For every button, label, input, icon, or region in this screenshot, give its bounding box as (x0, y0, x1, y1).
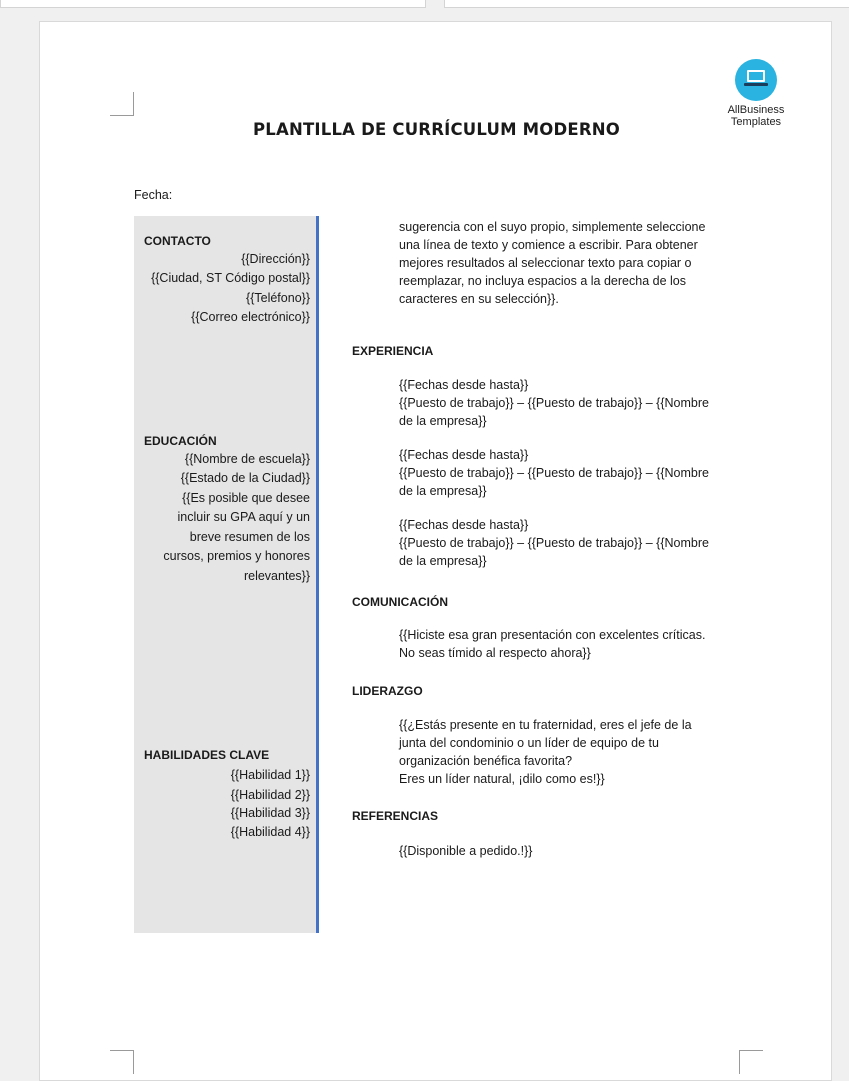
entry-company: de la empresa}} (399, 414, 487, 428)
skill-item: {{Habilidad 1}} (230, 768, 310, 782)
intro-line: sugerencia con el suyo propio, simplemente seleccione (399, 220, 706, 234)
contact-email: {{Correo electrónico}} (191, 310, 310, 324)
logo-text-line1: AllBusiness (727, 104, 785, 116)
logo-text-line2: Templates (730, 116, 782, 128)
education-line: {{Nombre de escuela}} (184, 451, 310, 466)
margin-marker-top-left (110, 92, 134, 116)
education-line: incluir su GPA aquí y un (177, 510, 310, 524)
leadership-line: Eres un líder natural, ¡dilo como es!}} (399, 772, 605, 786)
entry-job: {{Puesto de trabajo}} – {{Puesto de trabajo}} – {{Nombre (399, 536, 709, 550)
contact-address: {{Dirección}} (241, 251, 310, 266)
skill-item: {{Habilidad 3}} (230, 806, 310, 820)
intro-line: mejores resultados al seleccionar texto para copiar o (399, 256, 692, 270)
date-label: Fecha: (134, 188, 173, 202)
intro-paragraph (399, 218, 744, 308)
experience-entry-1 (399, 376, 744, 430)
window-top-strip (0, 0, 849, 10)
margin-marker-bottom-right (739, 1050, 763, 1074)
education-line: cursos, premios y honores (163, 549, 310, 563)
experience-heading: EXPERIENCIA (352, 344, 434, 358)
intro-line: caracteres en su selección}}. (399, 292, 559, 306)
leadership-paragraph (399, 716, 744, 788)
previous-page-edge-right (444, 0, 849, 8)
contact-heading: CONTACTO (144, 234, 211, 248)
document-page[interactable] (39, 21, 832, 1081)
skill-item: {{Habilidad 2}} (230, 788, 310, 802)
leadership-line: organización benéfica favorita? (399, 754, 573, 768)
entry-company: de la empresa}} (399, 484, 487, 498)
laptop-icon (735, 59, 777, 101)
entry-job: {{Puesto de trabajo}} – {{Puesto de trabajo}} – {{Nombre (399, 396, 709, 410)
entry-dates: {{Fechas desde hasta}} (399, 518, 529, 532)
communication-heading: COMUNICACIÓN (352, 595, 448, 609)
education-heading: EDUCACIÓN (144, 434, 217, 448)
leadership-heading: LIDERAZGO (352, 684, 423, 698)
education-line: breve resumen de los (189, 529, 310, 544)
sidebar (134, 216, 319, 933)
previous-page-edge (0, 0, 426, 8)
education-line: {{Es posible que desee (182, 490, 310, 505)
references-line: {{Disponible a pedido.!}} (399, 844, 533, 858)
contact-phone: {{Teléfono}} (246, 290, 310, 305)
entry-job: {{Puesto de trabajo}} – {{Puesto de trabajo}} – {{Nombre (399, 466, 709, 480)
intro-line: reemplazar, no incluya espacios a la derecha de los (399, 274, 686, 288)
references-heading: REFERENCIAS (352, 809, 439, 823)
communication-paragraph (399, 626, 744, 662)
skills-section (134, 746, 310, 843)
education-section (134, 432, 310, 586)
intro-line: una línea de texto y comience a escribir. Para obtener (399, 238, 698, 252)
communication-line: No seas tímido al respecto ahora}} (399, 646, 591, 660)
experience-entry-2 (399, 446, 744, 500)
education-line: relevantes}} (243, 568, 310, 583)
entry-dates: {{Fechas desde hasta}} (399, 378, 529, 392)
entry-company: de la empresa}} (399, 554, 487, 568)
leadership-line: junta del condominio o un líder de equipo de tu (399, 736, 659, 750)
contact-city: {{Ciudad, ST Código postal}} (151, 271, 310, 285)
document-title: PLANTILLA DE CURRÍCULUM MODERNO (252, 120, 621, 139)
communication-line: {{Hiciste esa gran presentación con excelentes críticas. (399, 628, 706, 642)
entry-dates: {{Fechas desde hasta}} (399, 448, 529, 462)
education-line: {{Estado de la Ciudad}} (180, 471, 310, 485)
leadership-line: {{¿Estás presente en tu fraternidad, eres el jefe de la (399, 718, 692, 732)
references-paragraph (399, 842, 744, 860)
skills-heading: HABILIDADES CLAVE (144, 748, 270, 762)
margin-marker-bottom-left (110, 1050, 134, 1074)
skill-item: {{Habilidad 4}} (230, 825, 310, 839)
experience-entry-3 (399, 516, 744, 570)
contact-section (134, 232, 310, 328)
